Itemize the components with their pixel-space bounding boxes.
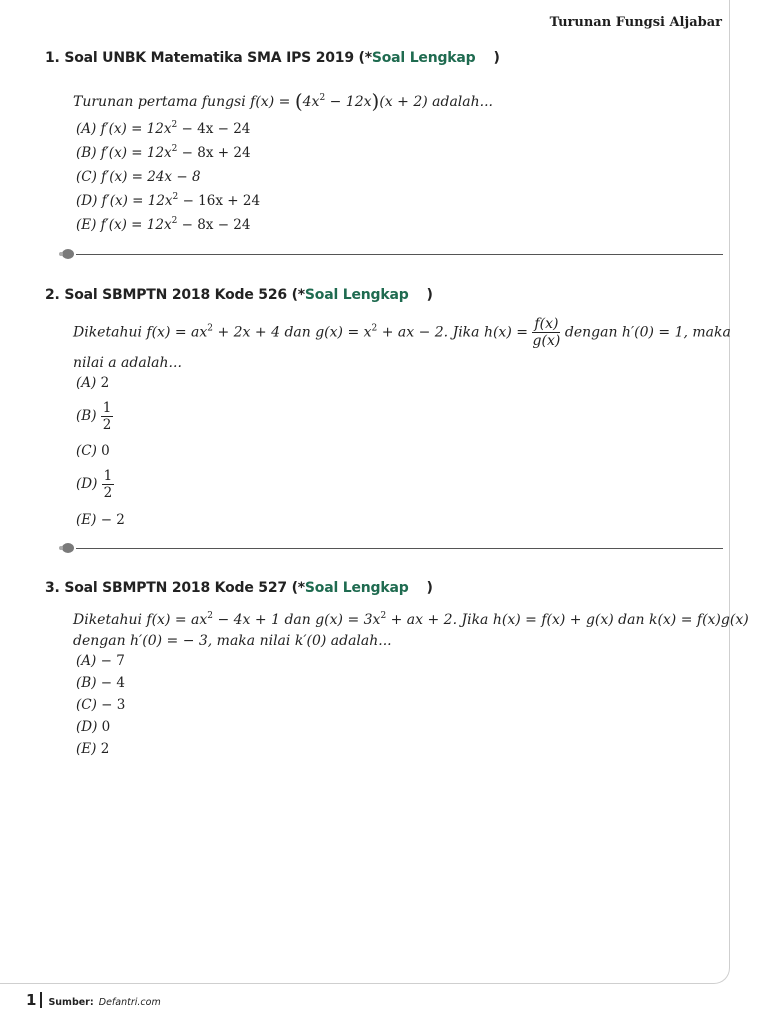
page-header-title: Turunan Fungsi Aljabar	[549, 15, 722, 30]
question-2-option-c[interactable]: (C) 0	[76, 443, 110, 459]
h-of-x-fraction: $\frac{f(x)}{g(x)}$	[532, 316, 561, 349]
question-3-stem: Diketahui $f(x) = ax^2 - 4x + 1$ dan $g(x) = 3x^2$ + ax + 2. Jika h(x) = f(x) + g(x) dan k(x) = f(x)g(x)	[73, 611, 749, 628]
question-1-option-d[interactable]: (D) $f'(x) = 12x^2 - 16x + 24$	[76, 192, 261, 209]
question-1-option-a[interactable]: (A) $f'(x) = 12x^2 - 4x - 24$	[76, 120, 251, 137]
soal-lengkap-link-3[interactable]: Soal Lengkap	[304, 580, 409, 596]
source-value: Defantri.com	[98, 997, 161, 1008]
source-label: Sumber:	[48, 997, 94, 1008]
question-2-stem: Diketahui $f(x) = ax^2 + 2x + 4$ dan $g(x) = x^2$ + ax − 2. Jika h(x) = $\frac{f(x)}{g(x)}$ dengan h′(0) = 1, maka	[73, 316, 731, 349]
page-number: 1	[26, 991, 37, 1009]
question-2-title: 2. Soal SBMPTN 2018 Kode 526 (*Soal Lengkap )	[45, 287, 433, 303]
question-1-option-e[interactable]: (E) $f'(x) = 12x^2 - 8x - 24$	[76, 216, 251, 233]
question-2-option-d[interactable]: (D) $\frac{1}{2}$	[76, 468, 113, 501]
question-3-option-a[interactable]: (A) − 7	[76, 653, 125, 669]
soal-lengkap-link-1[interactable]: Soal Lengkap	[371, 50, 476, 66]
question-3-option-e[interactable]: (E) 2	[76, 741, 110, 757]
question-3-stem-line2: dengan h′(0) = − 3, maka nilai k′(0) adalah...	[73, 633, 392, 649]
question-3-title: 3. Soal SBMPTN 2018 Kode 527 (*Soal Lengkap )	[45, 580, 433, 596]
question-1-stem: Turunan pertama fungsi $f(x) = (4x^2 - 12x)(x + 2)$ adalah...	[73, 89, 493, 113]
question-2-option-b[interactable]: (B) $\frac{1}{2}$	[76, 400, 112, 433]
page-footer	[26, 990, 161, 1009]
divider-knob-icon	[62, 543, 74, 553]
question-2-option-e[interactable]: (E) − 2	[76, 512, 125, 528]
question-1-option-b[interactable]: (B) $f'(x) = 12x^2 - 8x + 24$	[76, 144, 251, 161]
question-1-title: 1. Soal UNBK Matematika SMA IPS 2019 (*Soal Lengkap )	[45, 50, 500, 66]
question-3-option-d[interactable]: (D) 0	[76, 719, 111, 735]
soal-lengkap-link-2[interactable]: Soal Lengkap	[304, 287, 409, 303]
section-divider-2	[60, 542, 723, 554]
question-3-option-b[interactable]: (B) − 4	[76, 675, 125, 691]
question-2-option-a[interactable]: (A) 2	[76, 375, 110, 391]
question-3-option-c[interactable]: (C) − 3	[76, 697, 126, 713]
question-1-option-c[interactable]: (C) f′(x) = 24x − 8	[76, 169, 201, 185]
question-2-stem-line2: nilai a adalah...	[73, 355, 182, 371]
section-divider-1	[60, 248, 723, 260]
divider-knob-icon	[62, 249, 74, 259]
